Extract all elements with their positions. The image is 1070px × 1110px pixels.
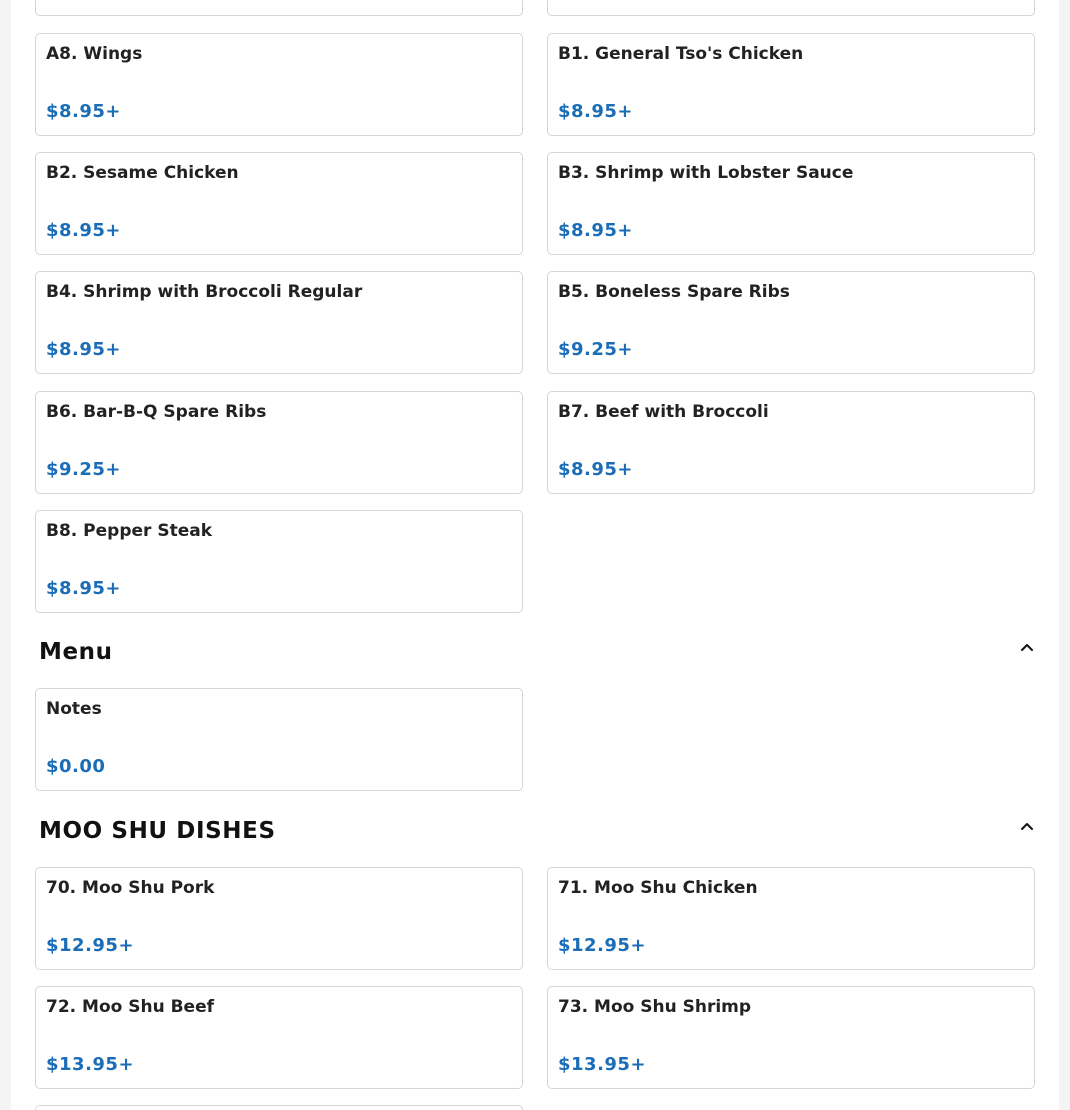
item-price: $12.95+ — [558, 935, 647, 956]
menu-item-card-b5[interactable] — [547, 271, 1035, 374]
item-name: 70. Moo Shu Pork — [46, 878, 215, 898]
section-header-moo-shu-dishes[interactable] — [35, 812, 1035, 852]
section-title: Menu — [39, 639, 113, 665]
menu-item-card-b6[interactable] — [35, 391, 523, 494]
menu-item-card-b3[interactable] — [547, 152, 1035, 255]
item-price: $8.95+ — [46, 339, 122, 360]
chevron-up-icon[interactable] — [1019, 818, 1035, 834]
item-price: $8.95+ — [558, 459, 634, 480]
menu-item-card-a8[interactable] — [35, 33, 523, 136]
menu-item-card-notes[interactable] — [35, 688, 523, 791]
item-price: $0.00 — [46, 756, 106, 777]
item-price: $8.95+ — [558, 101, 634, 122]
menu-item-card-partial[interactable] — [35, 1105, 523, 1110]
item-name: B8. Pepper Steak — [46, 521, 212, 541]
item-price: $8.95+ — [46, 578, 122, 599]
item-name: B7. Beef with Broccoli — [558, 402, 769, 422]
item-name: B5. Boneless Spare Ribs — [558, 282, 790, 302]
menu-item-card-73[interactable] — [547, 986, 1035, 1089]
item-price: $9.25+ — [46, 459, 122, 480]
item-name: A8. Wings — [46, 44, 143, 64]
item-name: B4. Shrimp with Broccoli Regular — [46, 282, 363, 302]
menu-item-card-b8[interactable] — [35, 510, 523, 613]
item-name: Notes — [46, 699, 102, 719]
item-name: 72. Moo Shu Beef — [46, 997, 215, 1017]
item-name: B2. Sesame Chicken — [46, 163, 239, 183]
menu-item-card-71[interactable] — [547, 867, 1035, 970]
item-price: $13.95+ — [46, 1054, 135, 1075]
menu-item-card-b7[interactable] — [547, 391, 1035, 494]
item-price: $9.25+ — [558, 339, 634, 360]
item-price: $13.95+ — [558, 1054, 647, 1075]
chevron-up-icon[interactable] — [1019, 639, 1035, 655]
menu-item-card-partial[interactable] — [35, 0, 523, 16]
menu-item-card-70[interactable] — [35, 867, 523, 970]
menu-item-card-b2[interactable] — [35, 152, 523, 255]
section-header-menu[interactable] — [35, 633, 1035, 673]
item-name: B1. General Tso's Chicken — [558, 44, 804, 64]
item-name: B3. Shrimp with Lobster Sauce — [558, 163, 854, 183]
item-price: $12.95+ — [46, 935, 135, 956]
section-title: MOO SHU DISHES — [39, 818, 276, 844]
item-price: $8.95+ — [46, 101, 122, 122]
item-name: 71. Moo Shu Chicken — [558, 878, 758, 898]
menu-item-card-b1[interactable] — [547, 33, 1035, 136]
menu-item-card-72[interactable] — [35, 986, 523, 1089]
item-price: $8.95+ — [46, 220, 122, 241]
menu-item-card-b4[interactable] — [35, 271, 523, 374]
menu-page — [11, 0, 1059, 1110]
item-name: 73. Moo Shu Shrimp — [558, 997, 752, 1017]
menu-item-card-partial[interactable] — [547, 0, 1035, 16]
item-price: $8.95+ — [558, 220, 634, 241]
item-name: B6. Bar-B-Q Spare Ribs — [46, 402, 267, 422]
